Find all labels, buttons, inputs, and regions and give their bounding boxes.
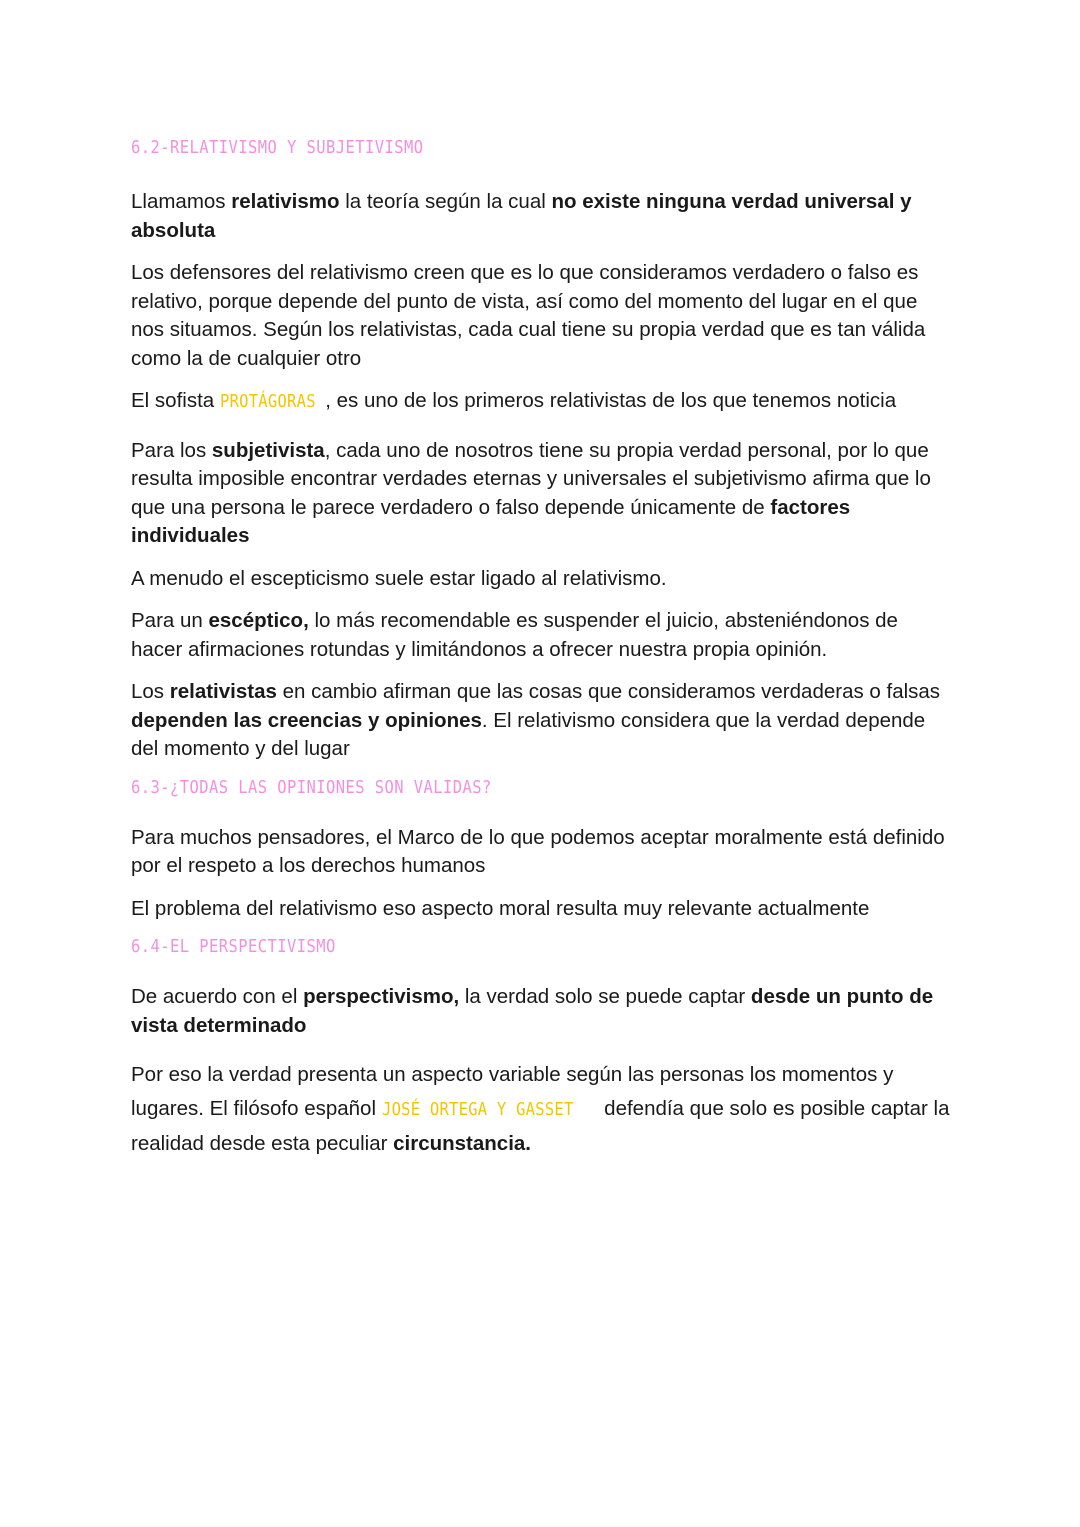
text: defendía que solo es posible captar la realidad desde esta peculiar <box>131 1097 950 1155</box>
text: en cambio afirman que las cosas que consideramos verdaderas o falsas <box>276 680 941 703</box>
bold-term: relativismo <box>231 190 340 213</box>
text: Llamamos <box>131 190 232 213</box>
bold-term: circunstancia. <box>393 1132 531 1155</box>
text: . El relativismo considera que la verdad depende del momento y del lugar <box>131 708 926 760</box>
text: , es uno de los primeros relativistas de los que tenemos noticia <box>325 389 897 412</box>
bold-term: desde un punto de vista determinado <box>131 985 934 1037</box>
text: la verdad solo se puede captar <box>459 985 751 1008</box>
section-heading-6-3: 6.3-¿TODAS LAS OPINIONES SON VALIDAS? <box>131 776 492 798</box>
text: Para los <box>131 438 212 462</box>
paragraph-esceptico <box>131 607 951 664</box>
section-heading-6-2: 6.2-RELATIVISMO Y SUBJETIVISMO <box>131 137 424 158</box>
bold-term: dependen las creencias y opiniones <box>131 708 482 732</box>
highlighted-name: JOSÉ ORTEGA Y GASSET <box>381 1099 574 1120</box>
paragraph-defensores: Los defensores del relativismo creen que es lo que consideramos verdadero o falso es relativo, porque depende del punto de vista, así como del momento del lugar en el que nos situamos. Según los relativistas, cada cual tiene su propia verdad que es tan válida como la de cualquier otro <box>131 261 926 370</box>
bold-term: perspectivismo, <box>303 985 460 1008</box>
text: lo más recomendable es suspender el juicio, absteniéndonos de hacer afirmaciones rotundas y limitándonos a ofrecer nuestra propia opinión. <box>131 609 898 661</box>
paragraph-escepticismo: A menudo el escepticismo suele estar ligado al relativismo. <box>131 566 667 590</box>
paragraph-pensadores: Para muchos pensadores, el Marco de lo que podemos aceptar moralmente está definido por el respeto a los derechos humanos <box>131 825 945 877</box>
paragraph-perspectivismo <box>131 983 951 1040</box>
bold-term: no existe ninguna verdad universal y absoluta <box>131 190 912 242</box>
section-heading-6-4: 6.4-EL PERSPECTIVISMO <box>131 936 336 957</box>
text: El sofista <box>131 389 220 412</box>
text: la teoría según la cual <box>339 190 552 213</box>
bold-term: relativistas <box>169 680 277 703</box>
paragraph-problema: El problema del relativismo eso aspecto moral resulta muy relevante actualmente <box>131 896 870 920</box>
paragraph-ortega <box>131 1058 951 1161</box>
highlighted-name: PROTÁGORAS <box>219 391 316 412</box>
bold-term: factores individuales <box>131 495 851 547</box>
text: Para un <box>131 609 209 632</box>
paragraph-subjetivista <box>131 437 951 551</box>
paragraph-relativismo-definition <box>131 188 951 245</box>
paragraph-protagoras <box>131 387 951 417</box>
bold-term: subjetivista <box>211 438 325 462</box>
text: , cada uno de nosotros tiene su propia verdad personal, por lo que resulta imposible encontrar verdades eternas y universales el subjetivismo afirma que lo que una persona le parece verdadero o falso depende únicamente de <box>131 438 931 519</box>
document-body <box>131 134 951 1175</box>
text: Por eso la verdad presenta un aspecto variable según las personas los momentos y lugares. El filósofo español <box>131 1063 894 1120</box>
text: Los <box>131 680 170 703</box>
bold-term: escéptico, <box>208 609 309 632</box>
paragraph-relativistas <box>131 678 951 764</box>
text: De acuerdo con el <box>131 985 304 1008</box>
